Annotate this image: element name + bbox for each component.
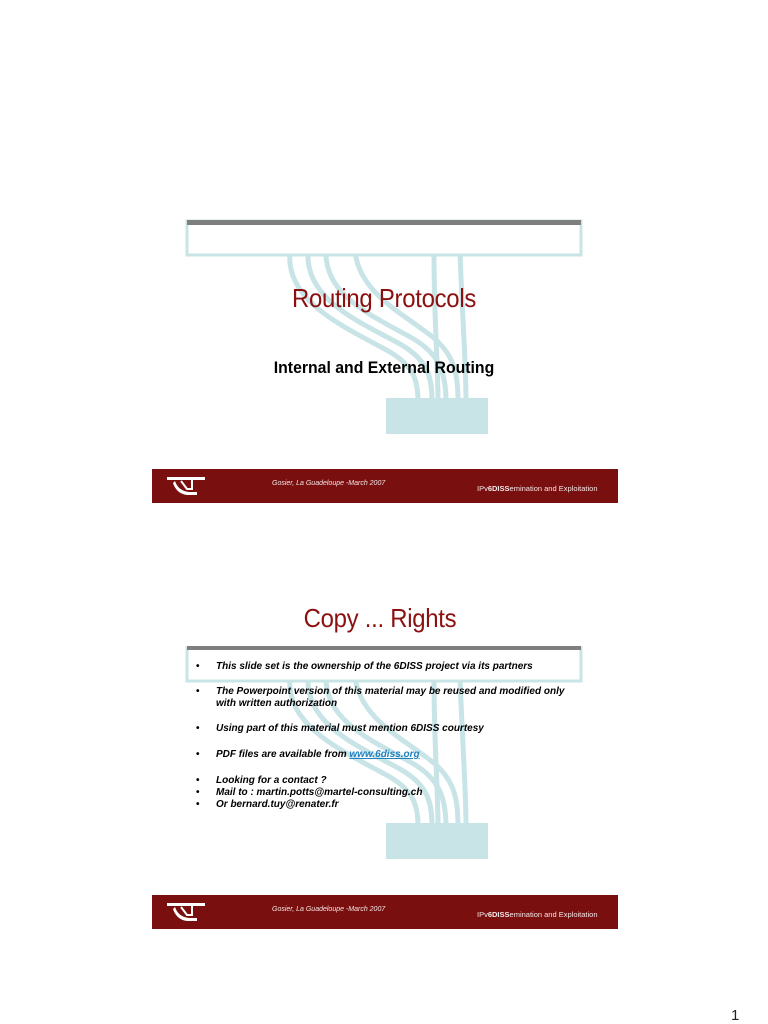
6diss-logo-icon <box>167 901 207 923</box>
slide-subtitle: Internal and External Routing <box>273 358 495 377</box>
slide-title: Routing Protocols <box>291 283 477 313</box>
footer-brand: IPv6DISSemination and Exploitation <box>477 910 598 919</box>
bullet-item: • Looking for a contact ? <box>196 775 576 787</box>
6diss-website-link[interactable]: www.6diss.org <box>349 749 420 760</box>
footer-brand: IPv6DISSemination and Exploitation <box>477 484 598 493</box>
slide-2 <box>150 577 618 932</box>
bullet-item: • Mail to : martin.potts@martel-consulting.ch <box>196 787 576 799</box>
bullet-item: • Or bernard.tuy@renater.fr <box>196 799 576 811</box>
footer-location: Gosier, La Guadeloupe -March 2007 <box>272 906 386 913</box>
slide-footer <box>152 895 618 929</box>
bullet-item: • This slide set is the ownership of the 6DISS project via its partners <box>196 661 576 673</box>
slide-title: Copy ... Rights <box>303 603 457 633</box>
bullet-list <box>196 661 576 811</box>
bullet-item: • The Powerpoint version of this material may be reused and modified only with written authorization <box>196 686 576 710</box>
footer-location: Gosier, La Guadeloupe -March 2007 <box>272 480 386 487</box>
6diss-logo-icon <box>167 475 207 497</box>
slide-footer <box>152 469 618 503</box>
bullet-item: • PDF files are available from www.6diss.org <box>196 749 576 761</box>
slide-1 <box>150 152 618 507</box>
bullet-item: • Using part of this material must mention 6DISS courtesy <box>196 723 576 735</box>
page-number: 1 <box>731 1007 740 1024</box>
